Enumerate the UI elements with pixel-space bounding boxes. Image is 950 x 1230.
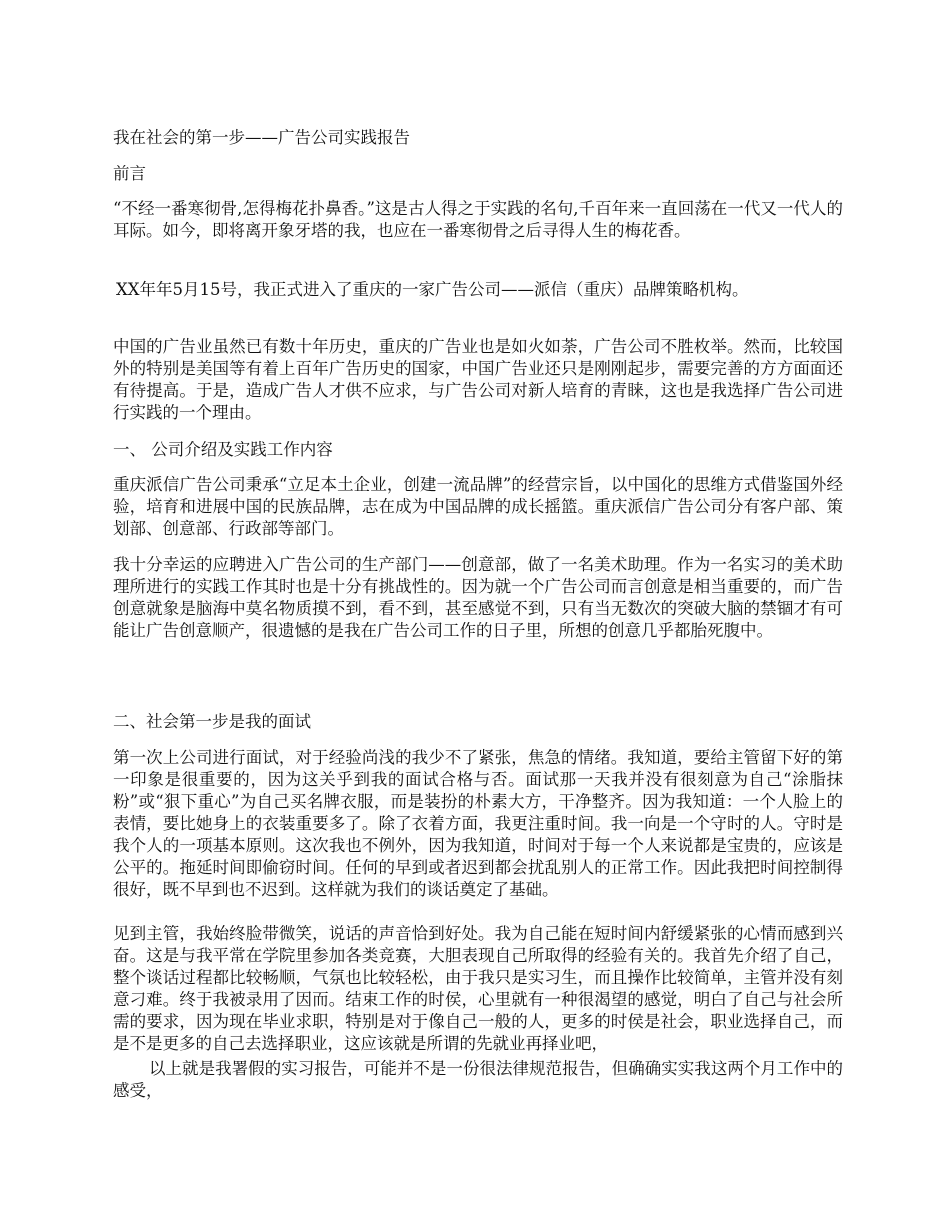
paragraph-closing: 以上就是我署假的实习报告，可能并不是一份很法律规范报告，但确确实实我这两个月工作中的感受， [113, 1059, 843, 1100]
paragraph-manager: 见到主管，我始终脸带微笑，说话的声音恰到好处。我为自己能在短时间内舒缓紧张的心情而感到兴奋。这是与我平常在学院里参加各类竞赛，大胆表现自己所取得的经验有关的。我首先介绍了自己，整个谈话过程都比较畅顺，气氛也比较轻松，由于我只是实习生，而且操作比较简单，主管并没有刻意刁难。终于我被录用了因而。结束工作的时侯，心里就有一种很渴望的感觉，明白了自己与社会所需的要求，因为现在毕业求职，特别是对于像自己一般的人，更多的时侯是社会，职业选择自己，而是不是更多的自己去选择职业，这应该就是所谓的先就业再择业吧， [113, 924, 843, 1053]
paragraph-job: 我十分幸运的应聘进入广告公司的生产部门——创意部，做了一名美术助理。作为一名实习的美术助理所进行的实践工作其时也是十分有挑战性的。因为就一个广告公司而言创意是相当重要的，而广告创意就象是脑海中莫名物质摸不到，看不到，甚至感觉不到，只有当无数次的突破大脑的禁锢才有可能让广告创意顺产，很遗憾的是我在广告公司工作的日子里，所想的创意几乎都胎死腹中。 [113, 555, 843, 640]
section-heading-1: 一、 公司介绍及实践工作内容 [113, 440, 333, 459]
preface-heading: 前言 [113, 164, 146, 183]
paragraph-company: 重庆派信广告公司秉承“立足本土企业，创建一流品牌”的经营宗旨，以中国化的思维方式借鉴国外经验，培育和进展中国的民族品牌，志在成为中国品牌的成长摇篮。重庆派信广告公司分有客户部、策划部、创意部、行政部等部门。 [113, 475, 843, 538]
paragraph-date: XX年年5月15号，我正式进入了重庆的一家广告公司——派信（重庆）品牌策略机构。 [116, 280, 749, 299]
paragraph-interview: 第一次上公司进行面试，对于经验尚浅的我少不了紧张，焦急的情绪。我知道，要给主管留下好的第一印象是很重要的，因为这关乎到我的面试合格与否。面试那一天我并没有很刻意为自己“涂脂抹粉”或“狠下重心”为自己买名牌衣服，而是装扮的朴素大方，干净整齐。因为我知道：一个人脸上的表情，要比她身上的衣装重要多了。除了衣着方面，我更注重时间。我一向是一个守时的人。守时是我个人的一项基本原则。这次我也不例外，因为我知道，时间对于每一个人来说都是宝贵的，应该是公平的。拖延时间即偷窃时间。任何的早到或者迟到都会扰乱别人的正常工作。因此我把时间控制得很好，既不早到也不迟到。这样就为我们的谈话奠定了基础。 [113, 748, 843, 899]
document-title: 我在社会的第一步——广告公司实践报告 [113, 128, 410, 147]
paragraph-quote: “不经一番寒彻骨,怎得梅花扑鼻香。”这是古人得之于实践的名句,千百年来一直回荡在一代又一代人的耳际。如今，即将离开象牙塔的我，也应在一番寒彻骨之后寻得人生的梅花香。 [113, 199, 843, 240]
paragraph-industry: 中国的广告业虽然已有数十年历史，重庆的广告业也是如火如荼，广告公司不胜枚举。然而，比较国外的特别是美国等有着上百年广告历史的国家，中国广告业还只是刚刚起步，需要完善的方方面面还有待提高。于是，造成广告人才供不应求，与广告公司对新人培育的青睐，这也是我选择广告公司进行实践的一个理由。 [113, 337, 843, 422]
section-heading-2: 二、社会第一步是我的面试 [113, 712, 311, 731]
